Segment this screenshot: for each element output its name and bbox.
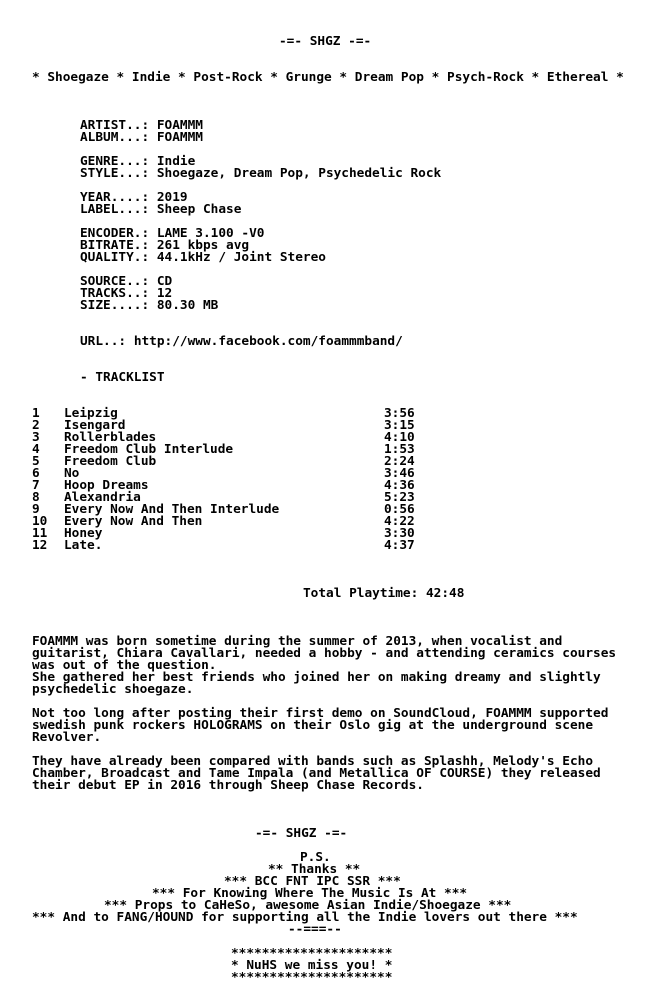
track-title: Alexandria (64, 490, 141, 505)
track-duration: 4:22 (384, 514, 415, 529)
track-title: Rollerblades (64, 430, 157, 445)
footer-box-line: ********************* (231, 970, 393, 985)
header-title: -=- SHGZ -=- (279, 34, 372, 49)
track-title: Every Now And Then Interlude (64, 502, 280, 517)
track-number: 3 (32, 430, 40, 445)
track-duration: 3:56 (384, 406, 415, 421)
footer-credit-line: P.S. (300, 850, 331, 865)
footer-credit-line: *** For Knowing Where The Music Is At *** (152, 886, 468, 901)
encoder-line: ENCODER.: LAME 3.100 -V0 (80, 226, 265, 241)
track-duration: 3:15 (384, 418, 415, 433)
track-duration: 3:46 (384, 466, 415, 481)
bio-line: FOAMMM was born sometime during the summer of 2013, when vocalist and (32, 634, 563, 649)
label-line: LABEL...: Sheep Chase (80, 202, 242, 217)
bio-line: They have already been compared with bands such as Splashh, Melody's Echo (32, 754, 594, 769)
url-line (80, 336, 403, 348)
track-number: 9 (32, 502, 40, 517)
genre-tags: * Shoegaze * Indie * Post-Rock * Grunge * Dream Pop * Psych-Rock * Ethereal * (32, 70, 624, 85)
genre-line: GENRE...: Indie (80, 154, 196, 169)
track-number: 7 (32, 478, 40, 493)
track-number: 11 (32, 526, 48, 541)
track-number: 1 (32, 406, 40, 421)
footer-box-line: ********************* (231, 946, 393, 961)
track-title: Honey (64, 526, 103, 541)
track-duration: 4:36 (384, 478, 415, 493)
tracks-line: TRACKS..: 12 (80, 286, 173, 301)
bio-line: psychedelic shoegaze. (32, 682, 194, 697)
track-title: Freedom Club (64, 454, 157, 469)
track-number: 6 (32, 466, 40, 481)
bitrate-line: BITRATE.: 261 kbps avg (80, 238, 250, 253)
track-title: Hoop Dreams (64, 478, 149, 493)
url-link[interactable]: http://www.facebook.com/foammmband/ (133, 334, 403, 349)
year-line: YEAR....: 2019 (80, 190, 188, 205)
track-duration: 4:10 (384, 430, 415, 445)
source-line: SOURCE..: CD (80, 274, 173, 289)
track-number: 2 (32, 418, 40, 433)
track-duration: 5:23 (384, 490, 415, 505)
bio-line: Revolver. (32, 730, 102, 745)
quality-line: QUALITY.: 44.1kHz / Joint Stereo (80, 250, 326, 265)
track-duration: 1:53 (384, 442, 415, 457)
footer-credit-line: *** And to FANG/HOUND for supporting all the Indie lovers out there *** (32, 910, 578, 925)
track-number: 5 (32, 454, 40, 469)
footer-box-line: * NuHS we miss you! * (231, 958, 393, 973)
footer-title: -=- SHGZ -=- (255, 826, 348, 841)
track-title: Freedom Club Interlude (64, 442, 234, 457)
footer-credit-line: *** Props to CaHeSo, awesome Asian Indie/Shoegaze *** (104, 898, 512, 913)
track-title: Isengard (64, 418, 126, 433)
style-line: STYLE...: Shoegaze, Dream Pop, Psychedelic Rock (80, 166, 442, 181)
track-duration: 4:37 (384, 538, 415, 553)
url-label: URL..: (80, 334, 134, 349)
track-number: 12 (32, 538, 48, 553)
bio-line: She gathered her best friends who joined her on making dreamy and slightly (32, 670, 601, 685)
album-line: ALBUM...: FOAMMM (80, 130, 203, 145)
footer-credit-line: *** BCC FNT IPC SSR *** (224, 874, 401, 889)
track-number: 8 (32, 490, 40, 505)
track-number: 4 (32, 442, 40, 457)
bio-line: their debut EP in 2016 through Sheep Chase Records. (32, 778, 424, 793)
tracklist-heading: - TRACKLIST (80, 370, 165, 385)
track-number: 10 (32, 514, 48, 529)
track-title: No (64, 466, 80, 481)
bio-line: Chamber, Broadcast and Tame Impala (and Metallica OF COURSE) they released (32, 766, 601, 781)
track-duration: 0:56 (384, 502, 415, 517)
footer-credit-line: --===-- (288, 922, 342, 937)
track-title: Every Now And Then (64, 514, 203, 529)
total-playtime: Total Playtime: 42:48 (303, 586, 465, 601)
track-duration: 2:24 (384, 454, 415, 469)
footer-credit-line: ** Thanks ** (268, 862, 361, 877)
bio-line: guitarist, Chiara Cavallari, needed a hobby - and attending ceramics courses (32, 646, 617, 661)
track-title: Leipzig (64, 406, 118, 421)
bio-line: Not too long after posting their first demo on SoundCloud, FOAMMM supported (32, 706, 609, 721)
artist-line: ARTIST..: FOAMMM (80, 118, 203, 133)
bio-line: was out of the question. (32, 658, 217, 673)
bio-line: swedish punk rockers HOLOGRAMS on their Oslo gig at the underground scene (32, 718, 594, 733)
size-line: SIZE....: 80.30 MB (80, 298, 219, 313)
track-duration: 3:30 (384, 526, 415, 541)
track-title: Late. (64, 538, 103, 553)
